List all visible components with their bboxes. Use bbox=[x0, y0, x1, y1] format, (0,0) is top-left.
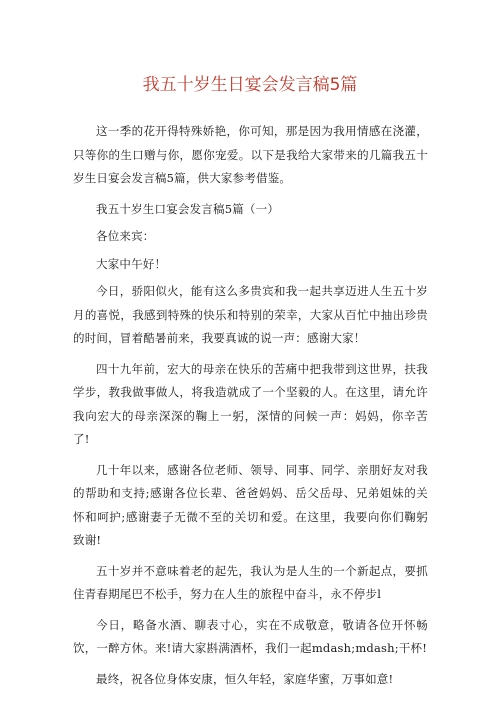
body-paragraph: 今日，骄阳似火，能有这么多贵宾和我一起共享迈进人生五十岁月的喜悦，我感到特殊的快乐和特别的荣幸，大家从百忙中抽出珍贵的时间，冒着酷暑前来，我要真诚的说一声：感谢大家！ bbox=[73, 284, 428, 345]
closing-paragraph: 最终，祝各位身体安康，恒久年轻，家庭华蜜，万事如意! bbox=[96, 671, 394, 686]
body-paragraph: 今日，略备水酒、聊表寸心，实在不成敬意，敬请各位开怀畅饮，一醉方休。来!请大家斟满酒杯，我们一起mdash;mdash;干杯! bbox=[73, 617, 428, 655]
document-title: 我五十岁生日宴会发言稿5篇 bbox=[142, 75, 358, 95]
greeting: 大家中午好！ bbox=[96, 256, 167, 271]
section-heading: 我五十岁生口宴会发言稿5篇（一） bbox=[96, 201, 280, 216]
body-paragraph: 五十岁并不意味着老的起先，我认为是人生的一个新起点，要抓住青春期尾巴不松手，努力在人生的旅程中奋斗，永不停步l bbox=[73, 563, 428, 601]
intro-paragraph: 这一季的花开得特殊娇艳，你可知，那是因为我用情感在浇灌，只等你的生口赠与你，愿你宠爱。以下是我给大家带来的几篇我五十岁生日宴会发言稿5篇，供大家参考借鉴。 bbox=[73, 124, 428, 185]
document-body bbox=[73, 120, 428, 698]
body-paragraph: 几十年以来，感谢各位老师、领导、同事、同学、亲朋好友对我的帮助和支持;感谢各位长辈、爸爸妈妈、岳父岳母、兄弟姐妹的关怀和呵护;感谢妻子无微不至的关切和爱。在这里，我要向你们鞠躬致谢! bbox=[73, 462, 428, 547]
body-paragraph: 四十九年前，宏大的母亲在快乐的苦痛中把我带到这世界，扶我学步，教我做事做人，将我造就成了一个坚毅的人。在这里，请允许我向宏大的母亲深深的鞠上一躬，深情的问候一声：妈妈，你辛苦了! bbox=[73, 361, 428, 446]
salutation: 各位来宾： bbox=[96, 229, 155, 243]
